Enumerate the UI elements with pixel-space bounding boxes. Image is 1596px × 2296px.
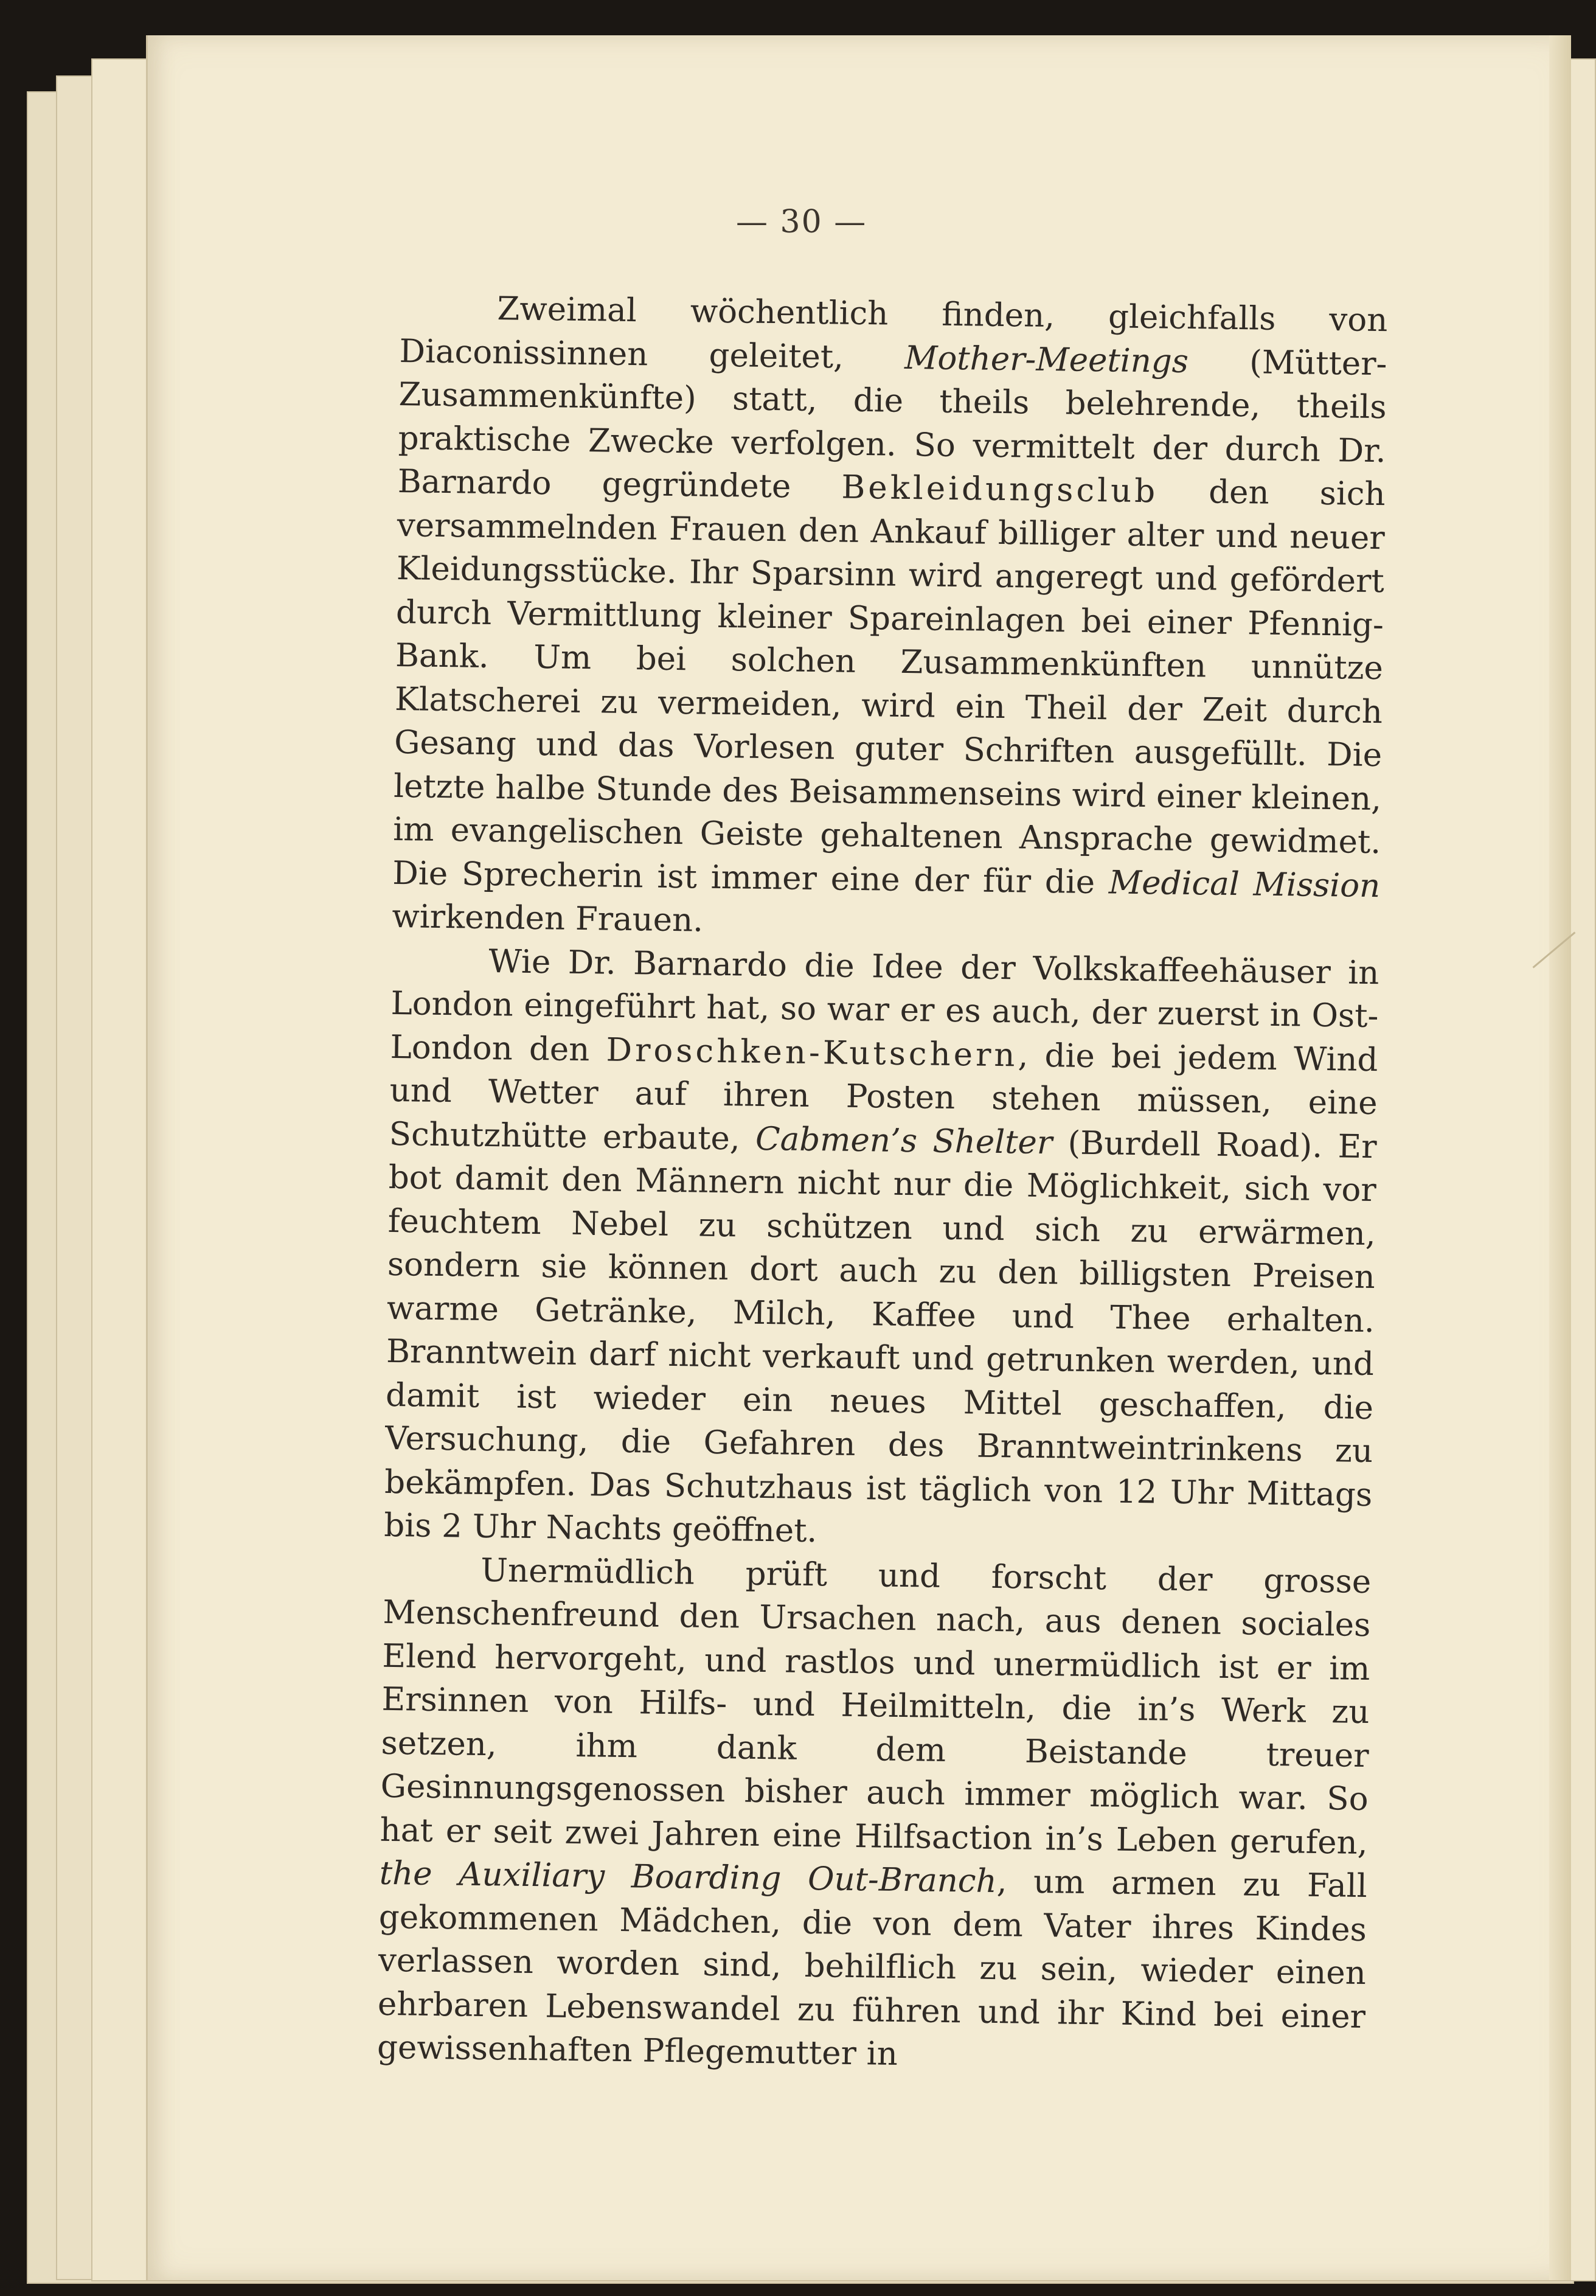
italic-term: the Auxiliary Boarding Out-Branch	[379, 1854, 998, 1901]
body-text	[377, 286, 1388, 2082]
italic-term: Mother-Meetings	[904, 339, 1189, 380]
text-run: , die bei jedem Wind und Wetter auf ihren Posten stehen müssen, eine Schutzhütte erbaute,	[389, 1036, 1378, 1158]
spaced-term: Bekleidungsclub	[841, 468, 1159, 510]
paragraph	[384, 938, 1379, 1560]
paragraph	[377, 1547, 1372, 2082]
text-run: den sich versammelnden Frauen den Ankauf billiger alter und neuer Kleidungsstücke. Ihr Sparsinn wird angeregt und gefördert durch Vermittlung kleiner Spareinlagen bei einer Pfennig-Bank. Um bei solchen Zusammenkünften unnütze Klatscherei zu vermeiden, wird ein Theil der Zeit durch Gesang und das Vorlesen guter Schriften ausgefüllt. Die letzte halbe Stunde des Beisammenseins wird einer kleinen, im evangelischen Geiste gehaltenen Ansprache gewidmet. Die Sprecherin ist immer eine der für die	[392, 473, 1386, 901]
italic-term: Cabmen’s Shelter	[755, 1120, 1053, 1161]
text-run: Wie Dr. Barnardo die Idee der Volkskaffeehäuser in London eingeführt hat, so war er es auch, der zuerst in Ost-London den	[390, 942, 1379, 1069]
text-run: (Mütter-Zusammenkünfte) statt, die theils belehrende, theils praktische Zwecke verfolgen. So vermittelt der durch Dr. Barnardo gegründete	[397, 343, 1387, 506]
italic-term: Medical Mission	[1108, 863, 1381, 905]
paragraph	[392, 286, 1388, 951]
text-run: Unermüdlich prüft und forscht der grosse Menschenfreund den Ursachen nach, aus denen sociales Elend hervorgeht, und rastlos und unermüdlich ist er im Ersinnen von Hilfs- und Heilmitteln, die in’s Werk zu setzen, ihm dank dem Beistande treuer Gesinnungsgenossen bisher auch immer möglich war. So hat er seit zwei Jahren eine Hilfsaction in’s Leben gerufen,	[380, 1551, 1372, 1862]
text-run: (Burdell Road). Er bot damit den Männern nicht nur die Möglichkeit, sich vor feuchtem Nebel zu schützen und sich zu erwärmen, sondern sie können dort auch zu den billigsten Preisen warme Getränke, Milch, Kaffee und Thee erhalten. Branntwein darf nicht verkauft und getrunken werden, und damit ist wieder ein neues Mittel geschaffen, die Versuchung, die Gefahren des Branntweintrinkens zu bekämpfen. Das Schutzhaus ist täglich von 12 Uhr Mittags bis 2 Uhr Nachts geöffnet.	[383, 1124, 1378, 1550]
spaced-term: Droschken-Kutschern	[606, 1031, 1018, 1074]
text-run: Zweimal wöchentlich finden, gleichfalls von Diaconissinnen geleitet,	[399, 290, 1388, 377]
text-run: , um armen zu Fall gekommenen Mädchen, die von dem Vater ihres Kindes verlassen worden sind, behilflich zu sein, wieder einen ehrbaren Lebenswandel zu führen und ihr Kind bei einer gewissenhaften Pflegemutter in	[376, 1863, 1368, 2073]
text-run: wirkenden Frauen.	[392, 897, 704, 939]
page-number: — 30 —	[736, 204, 867, 240]
page-edge	[1549, 35, 1571, 2280]
